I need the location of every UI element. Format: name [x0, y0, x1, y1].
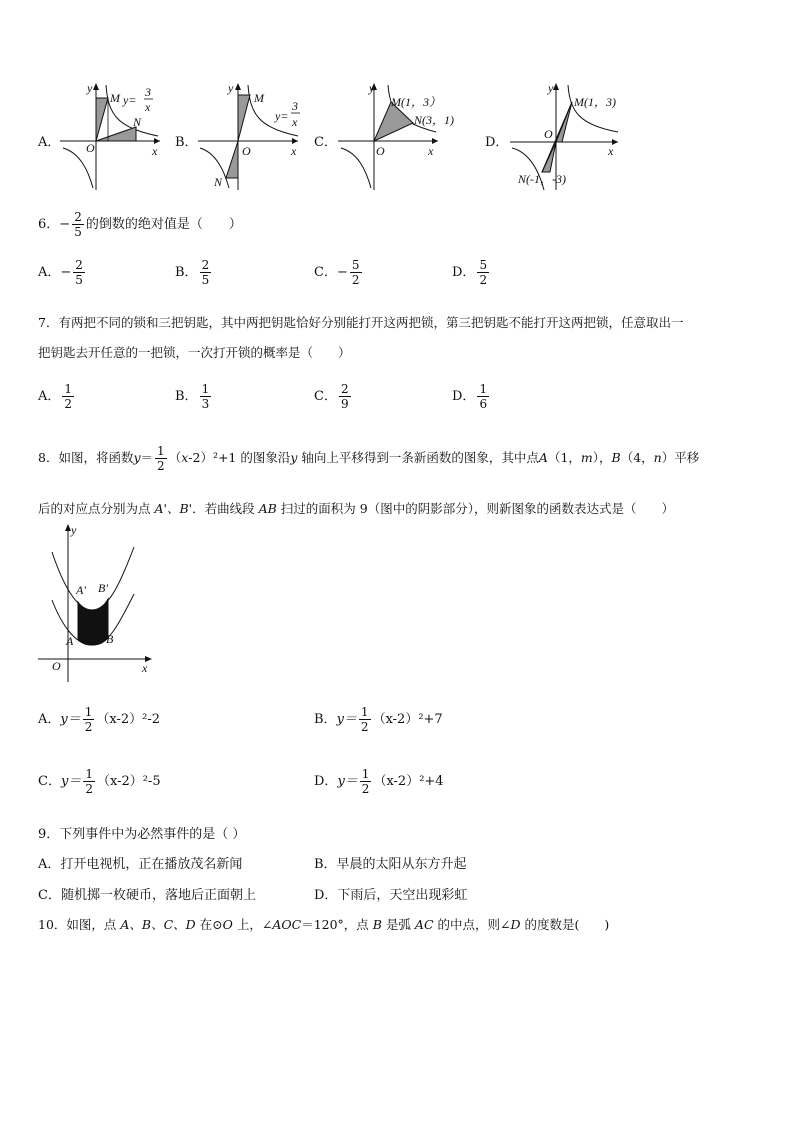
- q5-d-m-label: M(1，3): [574, 95, 616, 109]
- q5-a-o-label: O: [86, 141, 95, 155]
- q5-option-c-letter: C．: [314, 135, 337, 150]
- q7-option-b: B． $\frac{1}{3}$: [175, 382, 210, 411]
- q5-option-c-graph: [338, 80, 454, 190]
- q6-number: 6．: [38, 217, 60, 232]
- q9-stem: 9．下列事件中为必然事件的是（ ）: [38, 827, 246, 842]
- q5-c-m-label: M(1，3）: [391, 95, 441, 109]
- q8-fig-b1-label: B': [98, 581, 108, 595]
- q5-c-y-label: y: [369, 81, 375, 95]
- q8-fig-a-label: A: [66, 634, 74, 648]
- q9-option-d: D．下雨后，天空出现彩虹: [314, 888, 468, 903]
- q7-line-1: 7．有两把不同的锁和三把钥匙，其中两把钥匙恰好分别能打开这两把锁，第三把钥匙不能打开这两把锁，任意取出一: [38, 315, 684, 330]
- q5-a-y-label: y: [87, 81, 93, 95]
- q8-option-c: C．y＝ $\frac{1}{2}$ （x-2）²-5: [38, 767, 161, 796]
- q8-line-1: 8．如图，将函数y＝ $\frac{1}{2}$ （x-2）²+1 的图象沿y 轴向上平移得到一条新函数的图象，其中点A（1，m），B（4，n）平移: [38, 444, 700, 473]
- q6-stem-text: 的倒数的绝对值是（ ）: [85, 217, 242, 232]
- q5-option-b-graph: [198, 80, 308, 190]
- q8-fig-b-label: B: [106, 632, 114, 646]
- q5-a-func-num: 3: [145, 85, 151, 99]
- q6-option-b: B． $\frac{2}{5}$: [175, 258, 210, 287]
- q5-b-y-label: y: [228, 81, 234, 95]
- q5-d-o-label: O: [544, 127, 553, 141]
- q9-option-a: A．打开电视机，正在播放茂名新闻: [38, 857, 243, 872]
- q5-d-n-label: N(-1，-3): [518, 172, 566, 186]
- q6-stem: [38, 210, 242, 239]
- q9-option-c: C．随机掷一枚硬币，落地后正面朝上: [38, 888, 256, 903]
- q8-option-b: B．y＝ $\frac{1}{2}$ （x-2）²+7: [314, 705, 443, 734]
- q5-c-o-label: O: [376, 144, 385, 158]
- q8-fig-x-label: x: [142, 661, 148, 675]
- q7-option-d: D． $\frac{1}{6}$: [452, 382, 488, 411]
- q5-b-n-label: N: [214, 175, 223, 189]
- q7-option-a: A． $\frac{1}{2}$: [38, 382, 73, 411]
- q5-d-y-label: y: [548, 81, 554, 95]
- q5-b-m-label: M: [254, 91, 264, 105]
- q5-c-x-label: x: [428, 144, 434, 158]
- q5-option-b-letter: B．: [175, 135, 198, 150]
- q8-fig-o-label: O: [52, 659, 61, 673]
- q5-a-m-label: M: [110, 91, 120, 105]
- q9-option-b: B．早晨的太阳从东方升起: [314, 857, 467, 872]
- q5-b-o-label: O: [242, 144, 251, 158]
- q8-option-d: D．y＝ $\frac{1}{2}$ （x-2）²+4: [314, 767, 444, 796]
- q6-option-d: D． $\frac{5}{2}$: [452, 258, 488, 287]
- q5-option-d-letter: D．: [485, 135, 509, 150]
- q5-b-x-label: x: [291, 144, 297, 158]
- q7-line-2: 把钥匙去开任意的一把锁，一次打开锁的概率是（ ）: [38, 345, 351, 360]
- q5-a-n-label: N: [133, 115, 142, 129]
- q5-b-func-label: y=: [275, 109, 289, 123]
- q8-option-a: A．y＝ $\frac{1}{2}$ （x-2）²-2: [38, 705, 161, 734]
- q8-line-2: 后的对应点分别为点 A'、B'．若曲线段 AB 扫过的面积为 9（图中的阴影部分），则新图象的函数表达式是（ ）: [38, 501, 674, 516]
- q8-figure: [38, 522, 158, 682]
- q5-a-func-den: x: [145, 100, 151, 114]
- q5-a-func-label: y=: [123, 93, 137, 107]
- q5-d-x-label: x: [608, 144, 614, 158]
- q6-stem-sign: −: [59, 217, 71, 232]
- q6-stem-fraction: $\frac{2}{5}$: [74, 210, 82, 239]
- q7-option-c: C． $\frac{2}{9}$: [314, 382, 349, 411]
- q5-b-func-num: 3: [292, 99, 298, 113]
- q10-stem: 10．如图，点 A、B、C、D 在⊙O 上，∠AOC＝120°，点 B 是弧 AC 的中点，则∠D 的度数是( ): [38, 917, 610, 932]
- q6-option-a: A．− $\frac{2}{5}$: [38, 258, 83, 287]
- q5-c-n-label: N(3，1): [414, 113, 454, 127]
- q5-option-d-graph: [510, 80, 630, 190]
- q5-b-func-den: x: [292, 115, 298, 129]
- q5-a-x-label: x: [152, 144, 158, 158]
- q8-fig-y-label: y: [71, 523, 77, 537]
- q8-fig-a1-label: A': [76, 583, 86, 597]
- q5-option-a-letter: A．: [38, 135, 61, 150]
- q5-option-a-graph: [60, 80, 170, 190]
- q6-option-c: C．− $\frac{5}{2}$: [314, 258, 360, 287]
